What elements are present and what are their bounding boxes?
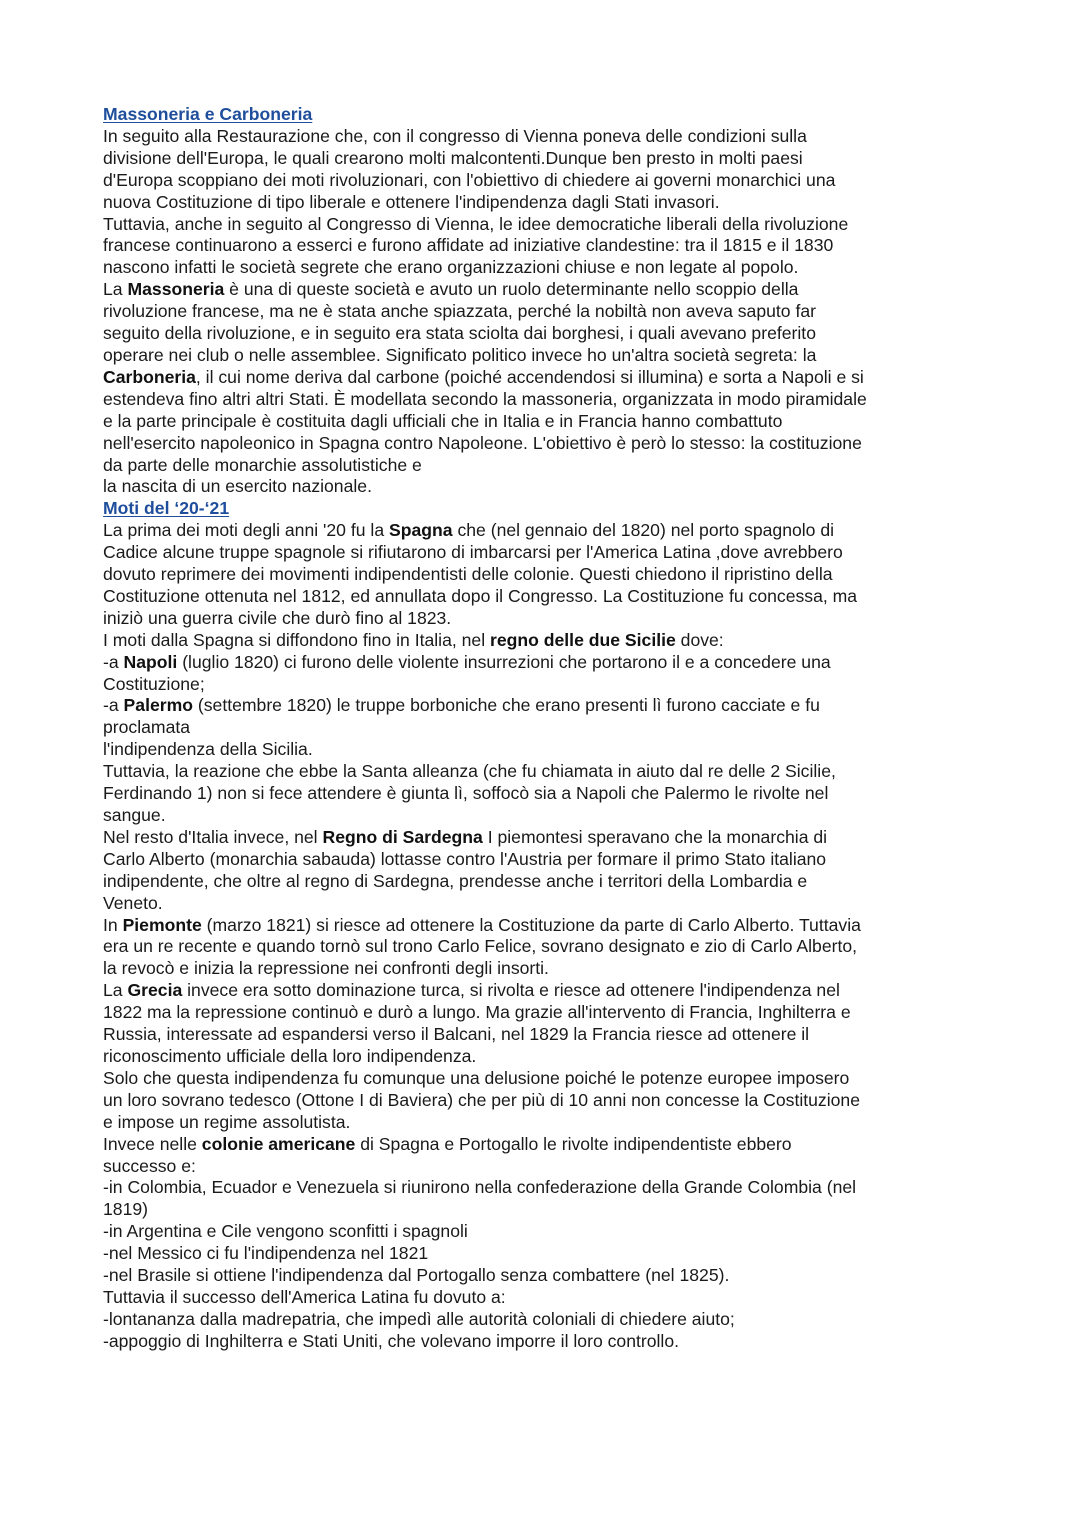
text-run: (marzo 1821) si riesce ad ottenere la Costituzione da parte di Carlo Alberto. Tuttavia bbox=[201, 914, 861, 935]
text-line bbox=[103, 214, 988, 236]
text-line bbox=[103, 1134, 988, 1156]
text-run: La bbox=[103, 980, 128, 1001]
text-line bbox=[103, 608, 988, 630]
text-run: nuova Costituzione di tipo liberale e ottenere l'indipendenza dagli Stati invasori. bbox=[103, 191, 720, 212]
text-run: riconoscimento ufficiale della loro indipendenza. bbox=[103, 1045, 477, 1066]
bold-term: colonie americane bbox=[201, 1133, 356, 1154]
bold-term: Carboneria bbox=[103, 366, 196, 387]
text-line bbox=[103, 476, 988, 498]
text-run: Tuttavia, la reazione che ebbe la Santa alleanza (che fu chiamata in aiuto dal re delle 2 Sicilie, bbox=[103, 761, 836, 782]
bold-term: Palermo bbox=[123, 695, 193, 716]
text-run: francese continuarono a esserci e furono affidate ad iniziative clandestine: tra il 1815 e il 1830 bbox=[103, 235, 834, 256]
text-line bbox=[103, 1046, 988, 1068]
text-run: Costituzione ottenuta nel 1812, ed annullata dopo il Congresso. La Costituzione fu concessa, ma bbox=[103, 585, 858, 606]
text-line bbox=[103, 958, 988, 980]
text-run: seguito della rivoluzione, e in seguito era stata sciolta dai borghesi, i quali avevano preferito bbox=[103, 323, 816, 344]
text-run: Carlo Alberto (monarchia sabauda) lottasse contro l'Austria per formare il primo Stato italiano bbox=[103, 848, 827, 869]
text-run: In bbox=[103, 914, 123, 935]
text-line bbox=[103, 1177, 988, 1199]
section-heading-moti: Moti del ‘20-‘21 bbox=[103, 498, 230, 519]
text-run: Ferdinando 1) non si fece attendere è giunta lì, soffocò sia a Napoli che Palermo le rivolte nel bbox=[103, 783, 829, 804]
text-line bbox=[103, 761, 988, 783]
text-line bbox=[103, 564, 988, 586]
text-line bbox=[103, 170, 988, 192]
text-line bbox=[103, 1265, 988, 1287]
text-run: 1819) bbox=[103, 1199, 148, 1220]
text-run: -a bbox=[103, 651, 124, 672]
text-run: Russia, interessate ad espandersi verso il Balcani, nel 1829 la Francia riesce ad ottenere il bbox=[103, 1024, 810, 1045]
text-line bbox=[103, 542, 988, 564]
section-body-moti bbox=[103, 520, 988, 1352]
text-line bbox=[103, 257, 988, 279]
text-line bbox=[103, 520, 988, 542]
text-run: -nel Messico ci fu l'indipendenza nel 1821 bbox=[103, 1243, 429, 1264]
text-line bbox=[103, 849, 988, 871]
text-run: indipendente, che oltre al regno di Sardegna, prendesse anche i territori della Lombardia e bbox=[103, 870, 808, 891]
bold-term: Regno di Sardegna bbox=[322, 826, 483, 847]
text-run: Tuttavia il successo dell'America Latina fu dovuto a: bbox=[103, 1286, 506, 1307]
text-line bbox=[103, 126, 988, 148]
text-line bbox=[103, 871, 988, 893]
text-run: La prima dei moti degli anni '20 fu la bbox=[103, 520, 390, 541]
text-line bbox=[103, 652, 988, 674]
text-run: , il cui nome deriva dal carbone (poiché accendendosi si illumina) e sorta a Napoli e si bbox=[195, 366, 864, 387]
text-run: Veneto. bbox=[103, 892, 163, 913]
text-run: I moti dalla Spagna si diffondono fino in Italia, nel bbox=[103, 629, 490, 650]
text-run: Nel resto d'Italia invece, nel bbox=[103, 826, 323, 847]
text-line bbox=[103, 1221, 988, 1243]
text-run: rivoluzione francese, ma ne è stata anche spiazzata, perché la nobiltà non aveva saputo far bbox=[103, 301, 816, 322]
text-run: dovuto reprimere dei movimenti indipendentisti delle colonie. Questi chiedono il ripristino della bbox=[103, 564, 833, 585]
text-run: -in Argentina e Cile vengono sconfitti i spagnoli bbox=[103, 1221, 468, 1242]
text-run: In seguito alla Restaurazione che, con il congresso di Vienna poneva delle condizioni sulla bbox=[103, 125, 807, 146]
bold-term: Grecia bbox=[127, 980, 183, 1001]
text-line bbox=[103, 980, 988, 1002]
text-run: Costituzione; bbox=[103, 673, 205, 694]
text-run: e impose un regime assolutista. bbox=[103, 1111, 351, 1132]
section-heading-massoneria: Massoneria e Carboneria bbox=[103, 104, 313, 124]
text-line bbox=[103, 345, 988, 367]
text-run: nascono infatti le società segrete che erano organizzazioni chiuse e non legate al popolo. bbox=[103, 257, 799, 278]
text-line bbox=[103, 739, 988, 761]
text-line bbox=[103, 389, 988, 411]
text-run: l'indipendenza della Sicilia. bbox=[103, 739, 313, 760]
bold-term: Piemonte bbox=[122, 914, 202, 935]
text-run: d'Europa scoppiano dei moti rivoluzionari, con l'obiettivo di chiedere ai governi monarchici una bbox=[103, 169, 836, 190]
text-line bbox=[103, 1112, 988, 1134]
text-line bbox=[103, 893, 988, 915]
text-run: dove: bbox=[675, 629, 724, 650]
text-run: successo e: bbox=[103, 1155, 196, 1176]
text-run: La bbox=[103, 279, 128, 300]
text-line bbox=[103, 783, 988, 805]
text-run: che (nel gennaio del 1820) nel porto spagnolo di bbox=[452, 520, 835, 541]
text-run: (luglio 1820) ci furono delle violente insurrezioni che portarono il e a concedere una bbox=[177, 651, 831, 672]
text-run: proclamata bbox=[103, 717, 191, 738]
text-line bbox=[103, 674, 988, 696]
text-run: iniziò una guerra civile che durò fino al 1823. bbox=[103, 607, 452, 628]
text-line bbox=[103, 1090, 988, 1112]
text-run: Solo che questa indipendenza fu comunque una delusione poiché le potenze europee imposero bbox=[103, 1067, 850, 1088]
text-line bbox=[103, 586, 988, 608]
text-line bbox=[103, 279, 988, 301]
text-run: e la parte principale è costituita dagli ufficiali che in Italia e in Francia hanno combattuto bbox=[103, 410, 783, 431]
text-run: un loro sovrano tedesco (Ottone I di Baviera) che per più di 10 anni non concesse la Costituzione bbox=[103, 1089, 860, 1110]
text-run: è una di queste società e avuto un ruolo determinante nello scoppio della bbox=[224, 279, 799, 300]
text-run: invece era sotto dominazione turca, si rivolta e riesce ad ottenere l'indipendenza nel bbox=[182, 980, 840, 1001]
text-line bbox=[103, 1287, 988, 1309]
text-run: -in Colombia, Ecuador e Venezuela si riunirono nella confederazione della Grande Colombia (nel bbox=[103, 1177, 857, 1198]
section-body-massoneria bbox=[103, 126, 988, 498]
text-line bbox=[103, 1243, 988, 1265]
text-run: nell'esercito napoleonico in Spagna contro Napoleone. L'obiettivo è però lo stesso: la costituzione bbox=[103, 432, 862, 453]
text-line bbox=[103, 1199, 988, 1221]
document-page bbox=[103, 104, 988, 1353]
bold-term: regno delle due Sicilie bbox=[490, 629, 676, 650]
text-run: la revocò e inizia la repressione nei confronti degli insorti. bbox=[103, 958, 549, 979]
text-line bbox=[103, 148, 988, 170]
text-line bbox=[103, 1068, 988, 1090]
text-run: divisione dell'Europa, le quali crearono molti malcontenti.Dunque ben presto in molti paesi bbox=[103, 147, 803, 168]
text-run: era un re recente e quando tornò sul trono Carlo Felice, sovrano designato e zio di Carlo Alberto, bbox=[103, 936, 858, 957]
text-line bbox=[103, 1309, 988, 1331]
text-line bbox=[103, 367, 988, 389]
bold-term: Napoli bbox=[123, 651, 178, 672]
text-line bbox=[103, 1331, 988, 1353]
text-run: sangue. bbox=[103, 805, 166, 825]
text-run: 1822 ma la repressione continuò e durò a lungo. Ma grazie all'intervento di Francia, Inghilterra e bbox=[103, 1002, 851, 1023]
text-run: -appoggio di Inghilterra e Stati Uniti, che volevano imporre il loro controllo. bbox=[103, 1330, 680, 1351]
text-line bbox=[103, 695, 988, 717]
text-line bbox=[103, 630, 988, 652]
text-run: Invece nelle bbox=[103, 1133, 202, 1154]
text-line bbox=[103, 192, 988, 214]
text-line bbox=[103, 323, 988, 345]
text-line bbox=[103, 936, 988, 958]
text-line bbox=[103, 433, 988, 455]
text-line bbox=[103, 915, 988, 937]
text-run: -a bbox=[103, 695, 124, 716]
text-line bbox=[103, 301, 988, 323]
text-line bbox=[103, 827, 988, 849]
text-run: -lontananza dalla madrepatria, che impedì alle autorità coloniali di chiedere aiuto; bbox=[103, 1308, 735, 1329]
text-run: operare nei club o nelle assemblee. Significato politico invece ho un'altra società segreta: la bbox=[103, 344, 817, 365]
bold-term: Spagna bbox=[389, 520, 453, 541]
text-line bbox=[103, 1024, 988, 1046]
text-line bbox=[103, 455, 988, 477]
text-run: la nascita di un esercito nazionale. bbox=[103, 476, 372, 497]
text-run: (settembre 1820) le truppe borboniche che erano presenti lì furono cacciate e fu bbox=[192, 695, 820, 716]
text-run: da parte delle monarchie assolutistiche e bbox=[103, 454, 422, 475]
text-run: Cadice alcune truppe spagnole si rifiutarono di imbarcarsi per l'America Latina ,dove avrebbero bbox=[103, 542, 843, 563]
text-line bbox=[103, 235, 988, 257]
text-line bbox=[103, 1002, 988, 1024]
bold-term: Massoneria bbox=[127, 279, 225, 300]
text-run: -nel Brasile si ottiene l'indipendenza dal Portogallo senza combattere (nel 1825). bbox=[103, 1265, 730, 1286]
text-run: di Spagna e Portogallo le rivolte indipendentiste ebbero bbox=[355, 1133, 792, 1154]
text-run: I piemontesi speravano che la monarchia di bbox=[482, 826, 828, 847]
text-line bbox=[103, 805, 988, 827]
text-line bbox=[103, 1156, 988, 1178]
text-run: Tuttavia, anche in seguito al Congresso di Vienna, le idee democratiche liberali della rivoluzione bbox=[103, 213, 849, 234]
text-line bbox=[103, 411, 988, 433]
text-line bbox=[103, 717, 988, 739]
text-run: estendeva fino altri altri Stati. È modellata secondo la massoneria, organizzata in modo piramidale bbox=[103, 388, 867, 409]
